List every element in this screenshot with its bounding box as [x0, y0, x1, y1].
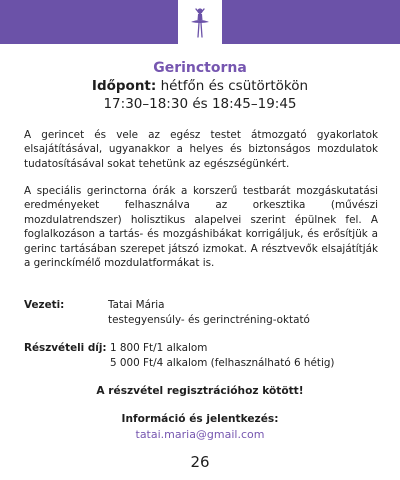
- ballet-dancer-icon: [187, 5, 213, 39]
- section-title: Gerinctorna: [153, 60, 247, 76]
- schedule-times: 17:30–18:30 és 18:45–19:45: [103, 96, 297, 112]
- schedule-days-line: [0, 77, 400, 95]
- description-paragraph: A speciális gerinctorna órák a korszerű testbarát mozgáskutatási eredményeket felhasználva az orkesztika (művészi mozdulatrendszer) holisztikus alapelvei szerint épülnek fel. A foglalkozáson a tartás- és mozgáshibákat korrigáljuk, és erősítjük a gerinc tartásában szerepet játszó izmokat. A résztvevők elsajátítják a gerinckímélő mozdulatformákat is.: [24, 185, 378, 270]
- header-emblem: [178, 0, 222, 44]
- fee-label: Részvételi díj:: [24, 342, 107, 354]
- info-title: Információ és jelentkezés:: [121, 413, 279, 425]
- schedule: [0, 77, 400, 113]
- header-bar-left: [0, 0, 178, 44]
- schedule-label: Időpont:: [91, 78, 157, 94]
- schedule-days: hétfőn és csütörtökön: [156, 78, 309, 94]
- contact-email[interactable]: tatai.maria@gmail.com: [135, 428, 265, 441]
- registration-note: A részvétel regisztrációhoz kötött!: [96, 385, 304, 397]
- header-bar-right: [222, 0, 400, 44]
- leader-details: [108, 298, 310, 328]
- page-number: 26: [190, 453, 210, 471]
- header-band: [0, 0, 400, 44]
- leader-label: Vezeti:: [24, 299, 65, 311]
- intro-paragraph: A gerincet és vele az egész testet átmozgató gyakorlatok elsajátításával, ugyanakkor a helyes és biztonságos mozdulatok tudatosításával sokat tehetünk az egészségünkért.: [24, 129, 378, 170]
- fee-single: 1 800 Ft/1 alkalom: [110, 342, 208, 354]
- leader-name: Tatai Mária: [108, 299, 165, 311]
- fee-pass: 5 000 Ft/4 alkalom (felhasználható 6 hétig): [110, 357, 335, 369]
- leader-role: testegyensúly- és gerinctréning-oktató: [108, 314, 310, 326]
- fee-details: [110, 341, 334, 371]
